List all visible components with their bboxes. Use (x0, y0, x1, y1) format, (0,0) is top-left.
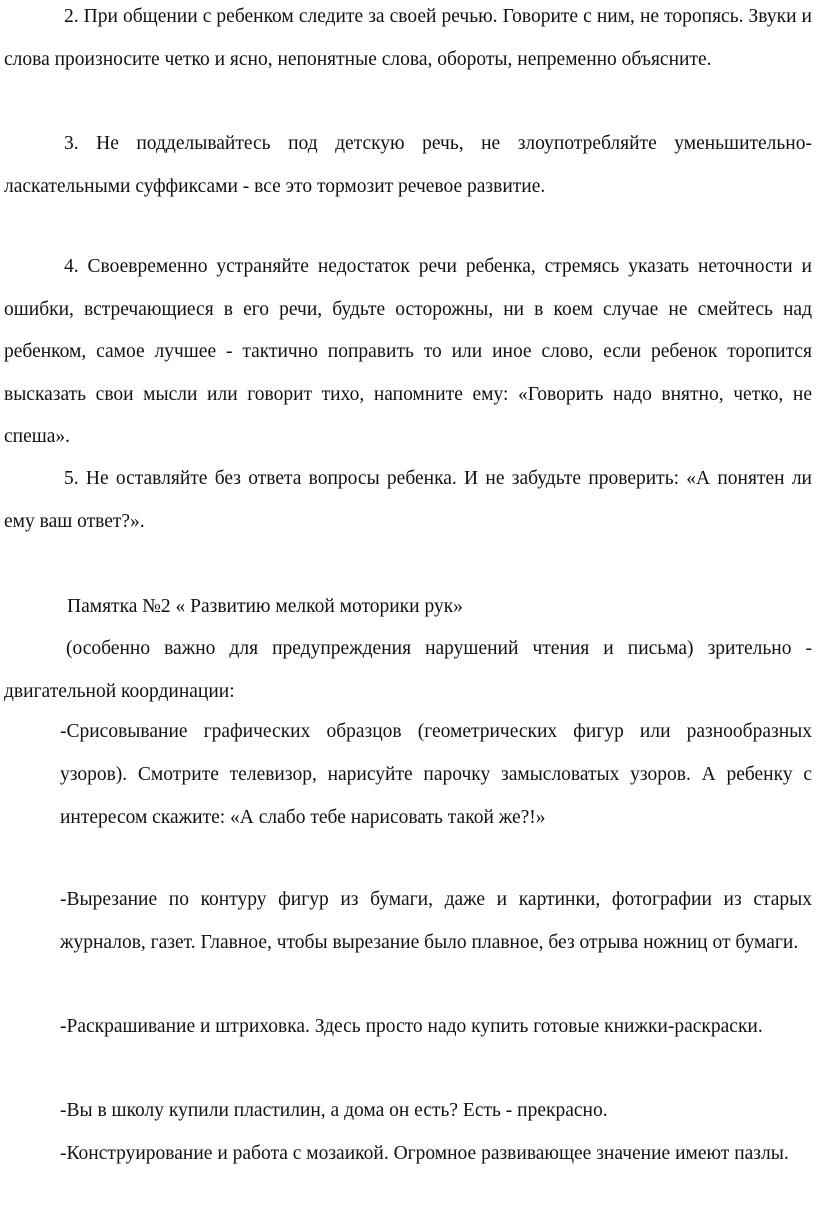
list-item-cutting: -Вырезание по контуру фигур из бумаги, даже и картинки, фотографии из старых журналов, газет. Главное, чтобы вырезание было плавное, без отрыва ножниц от бумаги. (60, 889, 812, 953)
list-item-coloring: -Раскрашивание и штриховка. Здесь просто надо купить готовые книжки-раскраски. (60, 1016, 763, 1037)
paragraph-2: 2. При общении с ребенком следите за своей речью. Говорите с ним, не торопясь. Звуки и слова произносите четко и ясно, непонятные слова, обороты, непременно объясните. (4, 6, 812, 70)
paragraph-3: 3. Не подделывайтесь под детскую речь, не злоупотребляйте уменьшительно-ласкательными суффиксами - все это тормозит речевое развитие. (4, 133, 812, 197)
paragraph-5: 5. Не оставляйте без ответа вопросы ребенка. И не забудьте проверить: «А понятен ли ему ваш ответ?». (4, 468, 812, 532)
memo-intro: (особенно важно для предупреждения нарушений чтения и письма) зрительно - двигательной координации: (4, 638, 812, 702)
list-item-drawing: -Срисовывание графических образцов (геометрических фигур или разнообразных узоров). Смотрите телевизор, нарисуйте парочку замысловатых узоров. А ребенку с интересом скажите: «А слабо тебе нарисовать такой же?!» (60, 721, 812, 828)
list-item-plasticine: -Вы в школу купили пластилин, а дома он есть? Есть - прекрасно. (60, 1100, 608, 1121)
memo-title: Памятка №2 « Развитию мелкой моторики рук» (67, 596, 463, 617)
paragraph-4: 4. Своевременно устраняйте недостаток речи ребенка, стремясь указать неточности и ошибки, встречающиеся в его речи, будьте осторожны, ни в коем случае не смейтесь над ребенком, самое лучшее - тактично поправить то или иное слово, если ребенок торопится высказать свои мысли или говорит тихо, напомните ему: «Говорить надо внятно, четко, не спеша». (4, 256, 812, 447)
list-item-construction: -Конструирование и работа с мозаикой. Огромное развивающее значение имеют пазлы. (60, 1143, 789, 1164)
